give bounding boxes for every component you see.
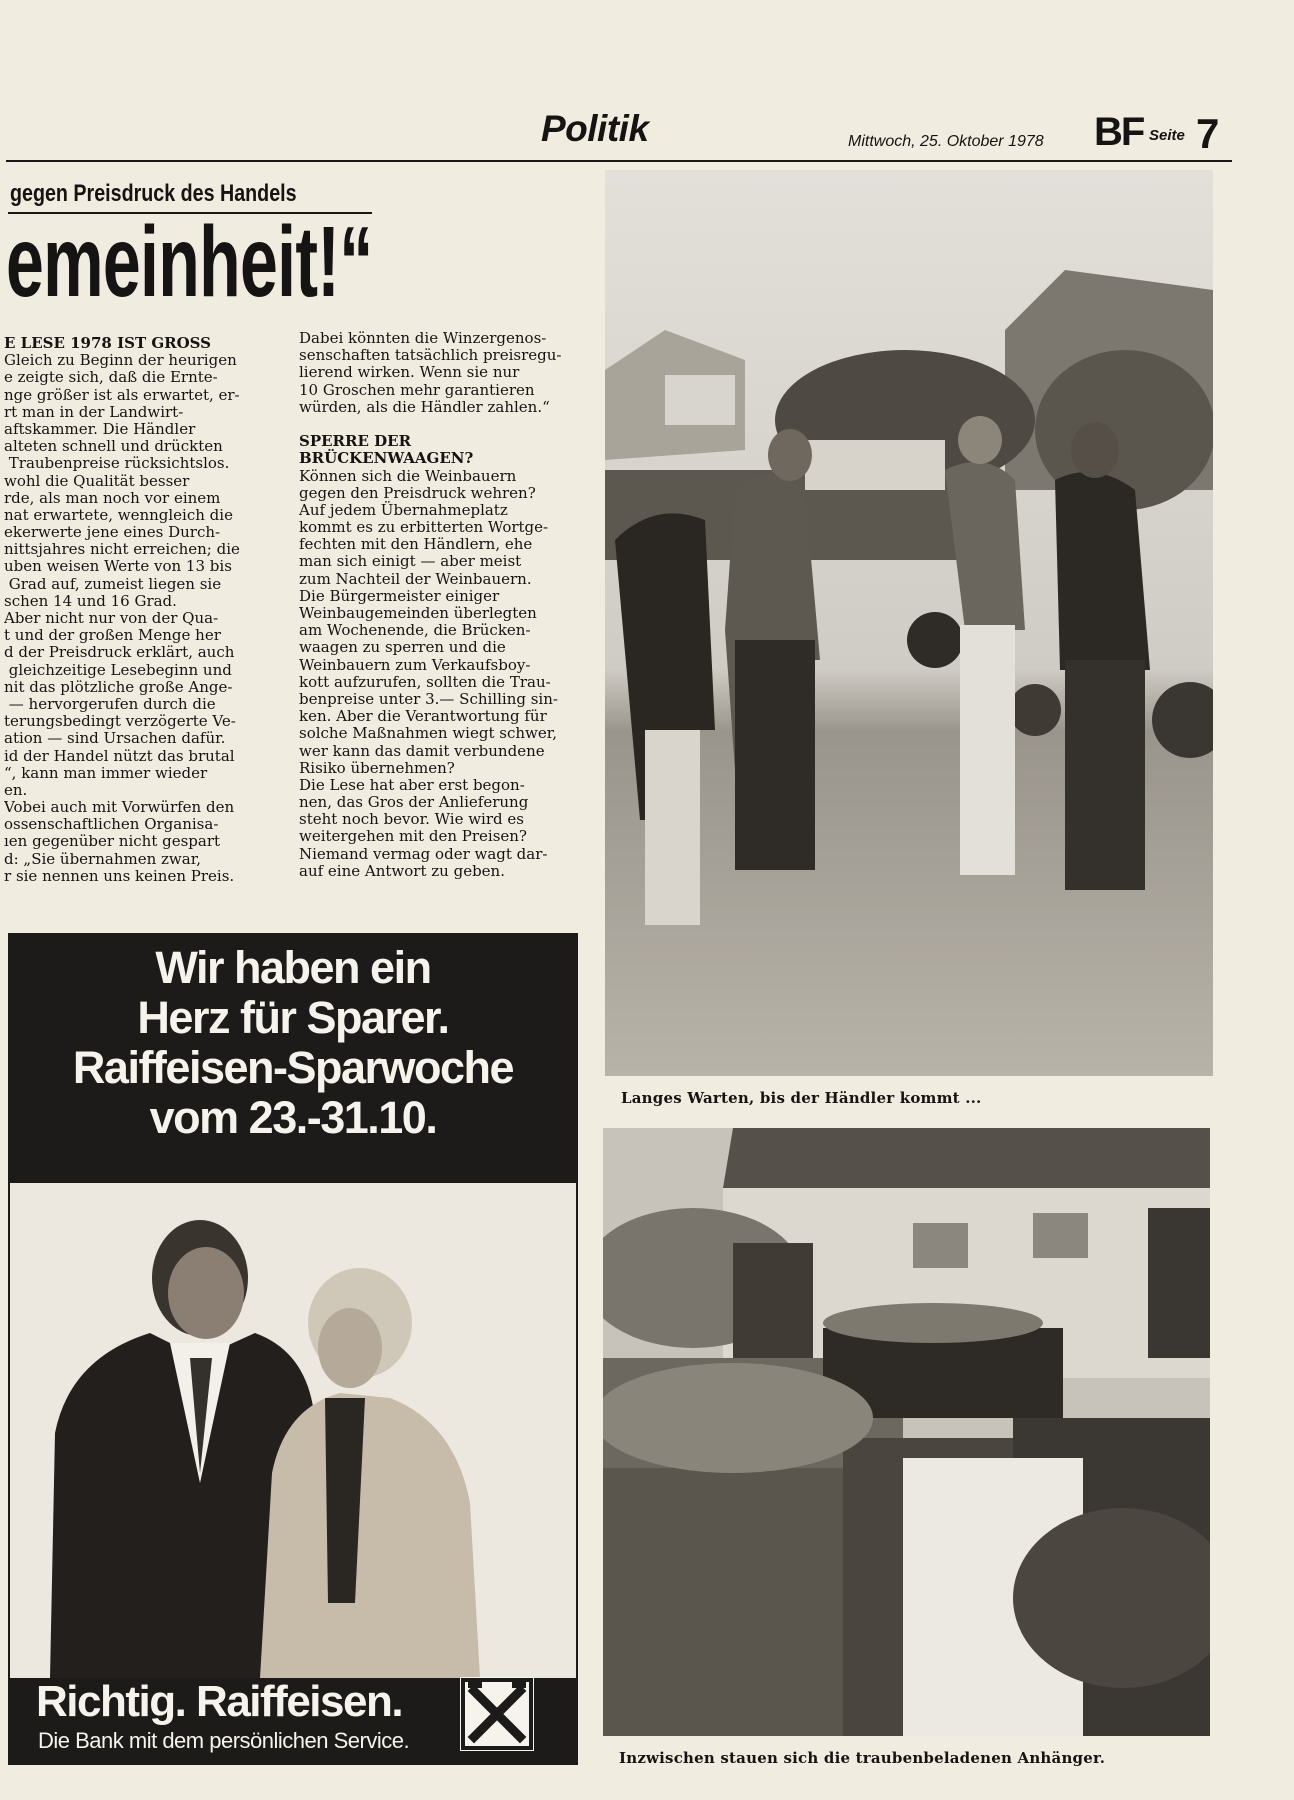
ad-signature: Richtig. Raiffeisen. <box>36 1677 403 1726</box>
article-text-line: en. <box>4 780 28 799</box>
page-number: 7 <box>1196 110 1220 157</box>
article-text-line: senschaften tatsächlich preisregu- <box>299 346 562 365</box>
article-text-line: Aber nicht nur von der Qua- <box>4 609 219 627</box>
article-text-line: alteten schnell und drückten <box>4 437 223 456</box>
article-text-line: Grad auf, zumeist liegen sie <box>4 574 222 593</box>
photo-caption-2: Inzwischen stauen sich die traubenbeladenen Anhänger. <box>619 1749 1106 1767</box>
article-text-line: rde, als man noch vor einem <box>4 488 221 507</box>
article-text-line: nat erwartete, wenngleich die <box>4 505 233 524</box>
article-text-line: id der Handel nützt das brutal <box>4 746 235 765</box>
article-text-line: Niemand vermag oder wagt dar- <box>299 844 548 863</box>
article-text-line <box>299 416 599 433</box>
ad-couple-photo <box>10 1183 576 1678</box>
article-text-line: gleichzeitige Lesebeginn und <box>4 660 232 679</box>
article-text-line: aftskammer. Die Händler <box>4 419 196 438</box>
article-text-line: am Wochenende, die Brücken- <box>299 621 531 640</box>
header-rule <box>6 160 1232 162</box>
article-text-line: kott aufzurufen, sollten die Trau- <box>299 672 551 691</box>
article-text-line: Gleich zu Beginn der heurigen <box>4 351 237 370</box>
article-text-line: waagen zu sperren und die <box>299 638 506 657</box>
article-text-line: — hervorgerufen durch die <box>4 694 216 713</box>
article-headline: emeinheit!“ <box>6 206 373 318</box>
article-text-line: wer kann das damit verbundene <box>299 741 545 760</box>
article-text-line: 10 Groschen mehr garantieren <box>299 380 535 399</box>
article-column-b <box>299 330 599 880</box>
article-text-line: Auf jedem Übernahmeplatz <box>299 500 508 519</box>
page-label: Seite <box>1149 127 1185 144</box>
article-text-line: zum Nachteil der Weinbauern. <box>299 569 532 588</box>
article-text-line: Die Lese hat aber erst begon- <box>299 775 525 794</box>
article-text-line: man sich einigt — aber meist <box>299 552 522 571</box>
farmers-waiting-photo <box>605 170 1213 1076</box>
article-text-line: weitergehen mit den Preisen? <box>299 827 527 846</box>
article-text-line: kommt es zu erbitterten Wortge- <box>299 518 549 537</box>
article-text-line: BRÜCKENWAAGEN? <box>299 449 474 468</box>
article-text-line: ossenschaftlichen Organisa- <box>4 815 219 834</box>
raiffeisen-advertisement <box>8 933 578 1765</box>
article-text-line: rt man in der Landwirt- <box>4 402 184 421</box>
article-text-line: Vobei auch mit Vorwürfen den <box>4 798 235 817</box>
article-text-line: schen 14 und 16 Grad. <box>4 591 177 610</box>
ad-headline-line: Wir haben ein <box>155 942 431 993</box>
ad-headline <box>8 943 578 1143</box>
section-title: Politik <box>541 108 649 149</box>
article-text-line: “, kann man immer wieder <box>4 763 208 782</box>
article-text-line: nen, das Gros der Anlieferung <box>299 793 529 812</box>
ad-headline-line: Herz für Sparer. <box>137 992 449 1043</box>
article-text-line: Traubenpreise rücksichtslos. <box>4 454 230 473</box>
article-text-line: solche Maßnahmen wiegt schwer, <box>299 724 558 743</box>
article-text-line: Weinbauern zum Verkaufsboy- <box>299 655 531 674</box>
article-text-line: E LESE 1978 IST GROSS <box>4 335 212 352</box>
article-text-line: würden, als die Händler zahlen.“ <box>299 397 550 416</box>
issue-date: Mittwoch, 25. Oktober 1978 <box>848 133 1044 150</box>
publication-logo: BF <box>1094 110 1144 154</box>
article-text-line: terungsbedingt verzögerte Ve- <box>4 712 236 731</box>
article-text-line: d: „Sie übernahmen zwar, <box>4 849 201 868</box>
grape-trailers-photo <box>603 1128 1210 1736</box>
article-text-line: Können sich die Weinbauern <box>299 466 517 485</box>
raiffeisen-logo-icon <box>460 1677 534 1751</box>
article-text-line: uben weisen Werte von 13 bis <box>4 557 232 576</box>
ad-tagline: Die Bank mit dem persönlichen Service. <box>38 1728 410 1753</box>
article-text-line: nittsjahres nicht erreichen; die <box>4 540 240 559</box>
article-text-line: Dabei könnten die Winzergenos- <box>299 330 547 347</box>
ad-headline-line: vom 23.-31.10. <box>149 1092 437 1143</box>
article-text-line: wohl die Qualität besser <box>4 471 190 490</box>
article-text-line: gegen den Preisdruck wehren? <box>299 483 536 502</box>
article-text-line: benpreise unter 3.— Schilling sin- <box>299 689 558 708</box>
ad-headline-line: Raiffeisen-Sparwoche <box>72 1042 514 1093</box>
article-column-a <box>4 335 274 885</box>
article-text-line: e zeigte sich, daß die Ernte- <box>4 368 218 387</box>
article-text-line: lierend wirken. Wenn sie nur <box>299 363 520 382</box>
article-text-line: ıen gegenüber nicht gespart <box>4 832 221 851</box>
article-text-line: SPERRE DER <box>299 432 412 451</box>
article-text-line: auf eine Antwort zu geben. <box>299 861 505 880</box>
article-text-line: steht noch bevor. Wie wird es <box>299 810 524 829</box>
article-text-line: ekerwerte jene eines Durch- <box>4 523 221 542</box>
article-text-line: Weinbaugemeinden überlegten <box>299 604 537 622</box>
article-text-line: ation — sind Ursachen dafür. <box>4 729 226 748</box>
article-text-line: fechten mit den Händlern, ehe <box>299 535 533 554</box>
article-text-line: t und der großen Menge her <box>4 626 221 645</box>
article-text-line: Die Bürgermeister einiger <box>299 586 500 605</box>
article-text-line: Risiko übernehmen? <box>299 758 455 777</box>
article-text-line: nit das plötzliche große Ange- <box>4 677 233 696</box>
article-text-line: d der Preisdruck erklärt, auch <box>4 643 235 662</box>
article-text-line: ken. Aber die Verantwortung für <box>299 707 547 726</box>
article-kicker: gegen Preisdruck des Handels <box>10 180 297 207</box>
article-text-line: r sie nennen uns keinen Preis. <box>4 866 235 885</box>
photo-caption-1: Langes Warten, bis der Händler kommt ... <box>621 1089 982 1107</box>
article-text-line: nge größer ist als erwartet, er- <box>4 385 240 404</box>
